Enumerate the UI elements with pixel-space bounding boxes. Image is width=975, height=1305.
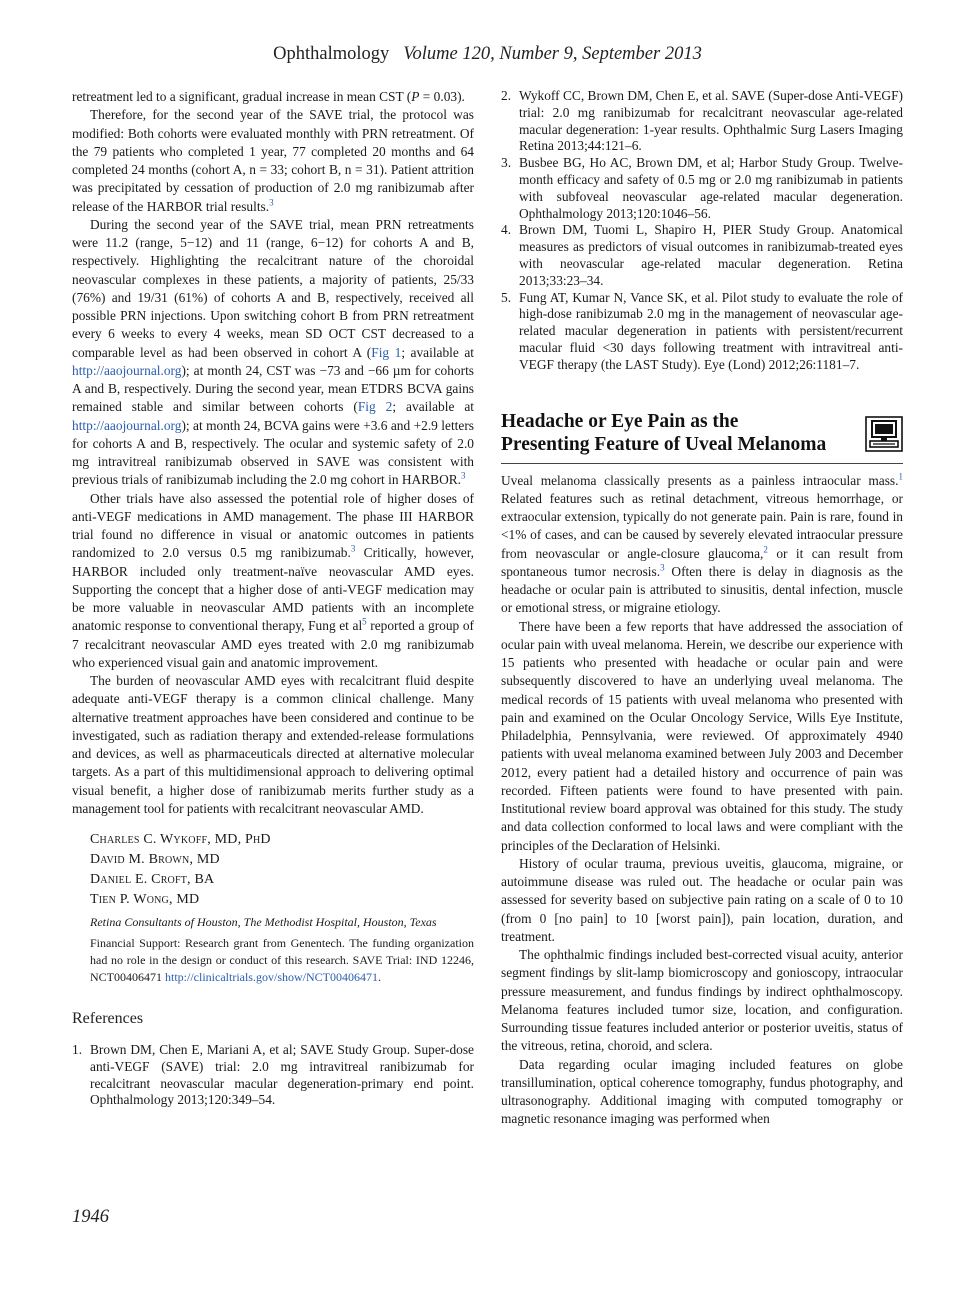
paragraph: The ophthalmic findings included best-corrected visual acuity, anterior segment findings by slit-lamp biomicroscopy and gonioscopy, intraocular pressure measurement, and fundus findings by indirect ophthalmoscopy. Melanoma features included tumor size, location, and configuration. Surrounding tissue features included anterior or posterior uveitis, status of the vitreous, retina, choroid, and sclera. [501,947,903,1054]
paragraph: During the second year of the SAVE trial, mean PRN retreatments were 11.2 (range, 5−12) and 11 (range, 6−12) for cohorts A and B, respectively. Highlighting the recalcitrant nature of the choroidal neovascular complexes in these patients, a majority of patients, 25/33 (76%) and 19/31 (61%) of cohorts A and B, respectively, received all possible PRN injections. Upon switching cohort B from PRN retreatment every 6 weeks to every 4 weeks, mean SD OCT CST decreased to a comparable level as had been observed in cohort A (Fig 1; available at http://aaojournal.org); at month 24, CST was −73 and −66 µm for cohorts A and B, respectively. During the second year, mean ETDRS BCVA gains remained stable and similar between cohorts (Fig 2; available at http://aaojournal.org); at month 24, BCVA gains were +3.6 and +2.9 letters for cohorts A and B, respectively. The ocular and systemic safety of 2.0 mg intravitreal ranibizumab observed in SAVE was consistent with previous trials of ranibizumab including the 2.0 mg cohort in HARBOR.$^3$ [72,216,475,488]
author-name: David M. Brown, MD [90,852,220,867]
citation-ref[interactable]: 5 [362,616,367,627]
aaojournal-link[interactable]: http://aaojournal.org [72,417,182,433]
fig1-link[interactable]: Fig 1 [371,344,402,360]
reference-list [501,88,903,374]
paragraph: Uveal melanoma classically presents as a painless intraocular mass.$^1$ Related features such as retinal detachment, vitreous hemorrhage, or extraocular extension, typically do not generate pain. Pain is rare, found in <1% of cases, and can be caused by severely elevated intraocular pressure from neovascular or angle-closure glaucoma,$^2$ or it can result from spontaneous tumor necrosis.$^3$ Often there is delay in diagnosis as the headache or ocular pain is attributed to sinusitis, dental infection, muscle or emotional stress, or migraine etiology. [501,471,904,616]
reference-item: 4. Brown DM, Tuomi L, Shapiro H, PIER Study Group. Anatomical measures as predictors of visual outcomes in ranibizumab-treated eyes with neovascular age-related macular degeneration. Retina 2013;33:23–34. [501,222,903,288]
reference-item: 1. Brown DM, Chen E, Mariani A, et al; SAVE Study Group. Super-dose anti-VEGF (SAVE) trial: 2.0 mg intravitreal ranibizumab for recalcitrant neovascular macular degeneration-primary end point. Ophthalmology 2013;120:349–54. [72,1042,474,1108]
funding-statement: Financial Support: Research grant from Genentech. The funding organization had no role in the design or conduct of this research. SAVE Trial: IND 12246, NCT00406471 http://clinicaltrials.gov/show/NCT00406471. [90,936,474,984]
journal-name: Ophthalmology [273,44,390,64]
reference-item: 2. Wykoff CC, Brown DM, Chen E, et al. SAVE (Super-dose Anti-VEGF) trial: 2.0 mg ranibizumab for recalcitrant neovascular age-related macular degeneration: 1-year results. Ophthalmic Surg Lasers Imaging Retina 2013;44:121–6. [501,88,903,154]
citation-ref[interactable]: 2 [763,544,768,555]
author-list [72,830,474,910]
section-header [501,410,903,460]
reference-item: 3. Busbee BG, Ho AC, Brown DM, et al; Harbor Study Group. Twelve-month efficacy and safety of 0.5 mg or 2.0 mg ranibizumab in patients with subfoveal neovascular age-related macular degeneration. Ophthalmology 2013;120:1046–56. [501,155,903,221]
affiliation: Retina Consultants of Houston, The Methodist Hospital, Houston, Texas [90,915,437,929]
issue-info: Volume 120, Number 9, September 2013 [403,44,702,64]
paragraph: Other trials have also assessed the potential role of higher doses of anti-VEGF medications in AMD management. The phase III HARBOR trial found no difference in visual or anatomic outcomes in patients randomized to 2.0 versus 0.5 mg ranibizumab.$^3$ Critically, however, HARBOR included only treatment-naïve neovascular AMD eyes. Supporting the concept that a higher dose of anti-VEGF medication may be more valuable in neovascular AMD patients with an incomplete anatomic response to conventional therapy, Fung et $al^5$ reported a group of 7 recalcitrant neovascular AMD eyes treated with 2.0 mg ranibizumab who experienced visual gain and anatomic improvement. [72,490,475,670]
section-divider [501,463,903,464]
citation-ref[interactable]: 1 [898,471,903,482]
author-name: Charles C. Wykoff, MD, PhD [90,832,271,847]
author-name: Tien P. Wong, MD [90,892,200,907]
page-number: 1946 [72,1207,109,1227]
paragraph: There have been a few reports that have addressed the association of ocular pain with uveal melanoma. Herein, we describe our experience with 15 patients who presented with headache or ocular pain and were subsequently discovered to have an underlying uveal melanoma. The medical records of 15 patients with uveal melanoma who presented with pain and examined on the Ocular Oncology Service, Wills Eye Institute, Philadelphia, Pennsylvania, were reviewed. Of approximately 4940 patients with uveal melanoma examined between July 2003 and December 2012, every patient had a detailed history and occurrence of pain was recorded. Fifteen patients were found to have presented with pain. Institutional review board approval was obtained for this study. The study and data collection conformed to local laws and were compliant with the principles of the Declaration of Helsinki. [501,618,903,853]
left-column [72,88,474,1109]
fig2-link[interactable]: Fig 2 [357,399,393,415]
citation-ref[interactable]: 3 [350,543,356,554]
paragraph: retreatment led to a significant, gradual increase in mean CST (P = 0.03). [72,89,465,104]
computer-monitor-icon [865,416,903,452]
citation-ref[interactable]: 3 [660,562,665,573]
paragraph: The burden of neovascular AMD eyes with recalcitrant fluid despite adequate anti-VEGF therapy is a common clinical challenge. Many alternative treatment approaches have been considered and continue to be investigated, such as radiation therapy and extended-release formulations and devices, as well as pharmaceuticals directed at alternative molecular targets. As a part of this multidimensional approach to delivering optimal visual benefit, a higher dose of ranibizumab merits further study as a management tool for patients with recalcitrant neovascular AMD. [72,673,474,816]
paragraph: History of ocular trauma, previous uveitis, glaucoma, migraine, or autoimmune disease was ruled out. The headache or ocular pain was assessed for severity based on subjective pain rating on a scale of 0 to 10 (from 0 [no pain] to 10 [worst pain]), pain location, duration, and treatment. [501,855,903,944]
right-column [501,88,903,1129]
running-header [0,44,975,65]
reference-list [72,1042,474,1109]
citation-ref[interactable]: 3 [269,197,274,208]
references-heading: References [72,1010,144,1027]
citation-ref[interactable]: 3 [461,470,466,481]
clinicaltrials-link[interactable]: http://clinicaltrials.gov/show/NCT00406471 [165,970,378,984]
paragraph: Therefore, for the second year of the SAVE trial, the protocol was modified: Both cohorts were evaluated monthly with PRN retreatment. Of the 79 patients who completed 1 year, 77 completed 20 months and 64 completed 24 months (cohort A, n = 33; cohort B, n = 31). Patient attrition was precipitated by cessation of production of 2.0 mg ranibizumab after release of the HARBOR trial results.$^3$ [72,107,474,214]
reference-item: 5. Fung AT, Kumar N, Vance SK, et al. Pilot study to evaluate the role of high-dose ranibizumab 2.0 mg in the management of neovascular age-related macular degeneration in patients with persistent/recurrent macular fluid <30 days following treatment with intravitreal anti-VEGF therapy (the LAST Study). Eye (Lond) 2012;26:1181–7. [501,289,903,372]
section-title: Headache or Eye Pain as the Presenting Feature of Uveal Melanoma [501,410,827,455]
paragraph: Data regarding ocular imaging included features on globe transillumination, optical coherence tomography, fundus photography, and ultrasonography. Additional imaging with computed tomography or magnetic resonance imaging was performed when [501,1056,903,1127]
author-name: Daniel E. Croft, BA [90,872,215,887]
aaojournal-link[interactable]: http://aaojournal.org [72,362,182,378]
